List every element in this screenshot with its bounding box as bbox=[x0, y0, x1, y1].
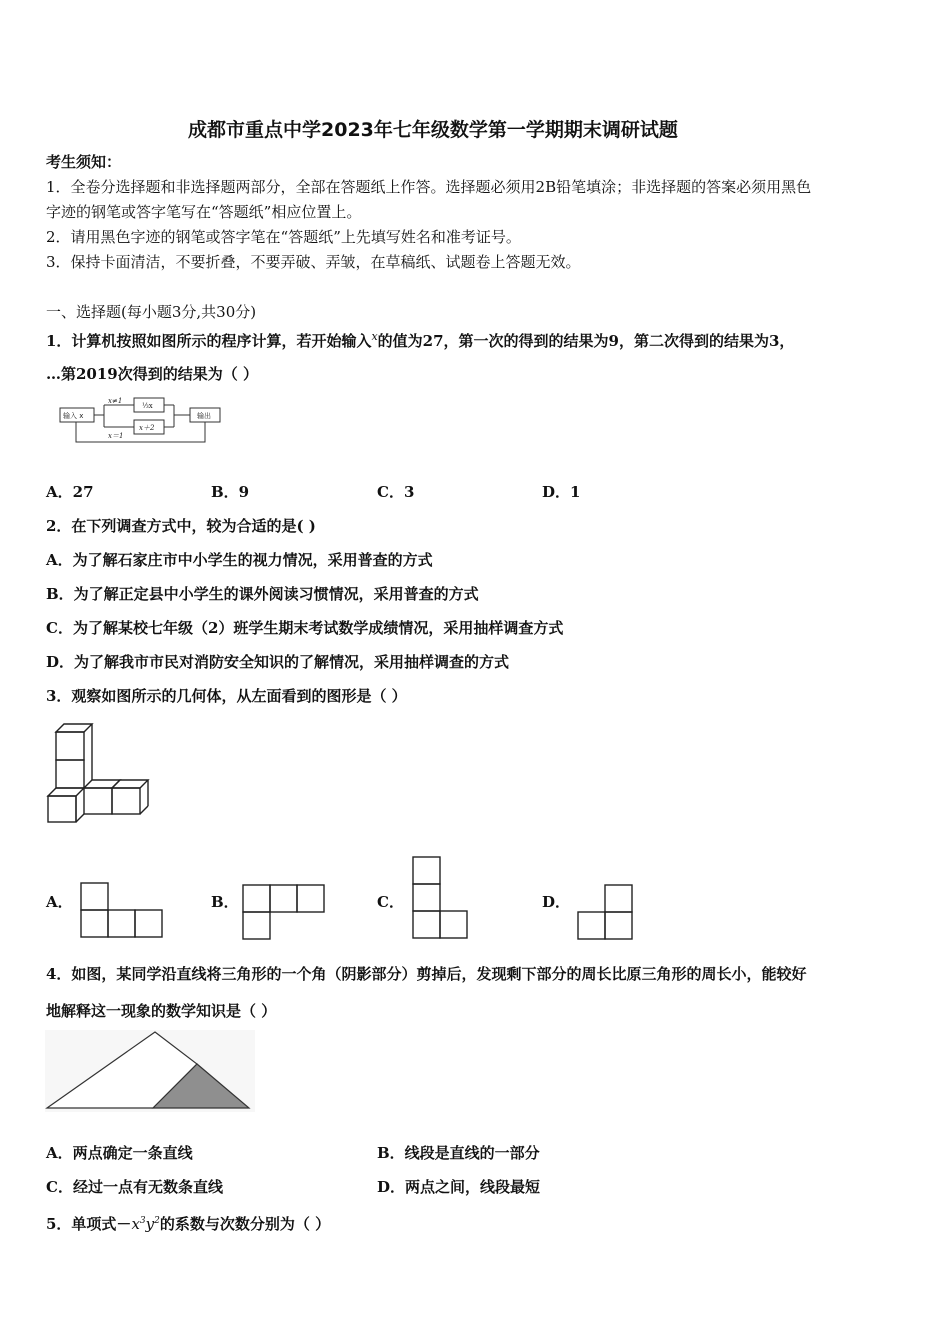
q5-monomial: $x^3y^2$ bbox=[131, 1215, 160, 1233]
q5-text bbox=[46, 1211, 330, 1234]
q1-option-a: A．27 bbox=[46, 483, 94, 501]
q2-text: 2．在下列调查方式中，较为合适的是( ) bbox=[46, 517, 316, 535]
q3-option-d-figure bbox=[577, 884, 635, 940]
q3-text: 3．观察如图所示的几何体，从左面看到的图形是（ ） bbox=[46, 687, 407, 705]
flow-output-label: 输出 bbox=[197, 412, 211, 420]
q1-option-b: B．9 bbox=[211, 483, 250, 501]
q1-var: x bbox=[371, 330, 378, 343]
notice-item-3: 3．保持卡面清洁，不要折叠，不要弄破、弄皱，在草稿纸、试题卷上答题无效。 bbox=[46, 253, 581, 271]
q3-option-c-label: C． bbox=[377, 893, 404, 911]
q1-text-a: 1．计算机按照如图所示的程序计算，若开始输入 bbox=[46, 332, 372, 350]
flow-op-top: ⅓x bbox=[142, 402, 153, 410]
q1-option-d: D．1 bbox=[542, 483, 581, 501]
notice-item-1b: 字迹的钢笔或答字笔写在“答题纸”相应位置上。 bbox=[46, 203, 362, 221]
q4-text-a: 4．如图，某同学沿直线将三角形的一个角（阴影部分）剪掉后，发现剩下部分的周长比原三角形的周长小，能较好 bbox=[46, 965, 807, 983]
q3-option-a-label: A． bbox=[46, 893, 73, 911]
q3-option-c-figure bbox=[412, 856, 470, 940]
q4-option-d: D．两点之间，线段最短 bbox=[377, 1178, 541, 1196]
q4-option-a: A．两点确定一条直线 bbox=[46, 1144, 193, 1162]
q1-flowchart bbox=[58, 396, 228, 446]
q4-triangle-figure bbox=[45, 1030, 255, 1112]
q2-option-a: A．为了解石家庄市中小学生的视力情况，采用普查的方式 bbox=[46, 551, 433, 569]
q3-option-a-figure bbox=[80, 882, 164, 938]
q4-option-c: C．经过一点有无数条直线 bbox=[46, 1178, 223, 1196]
q5-text-b: 的系数与次数分别为（ ） bbox=[159, 1215, 331, 1233]
flow-input-label: 输入 x bbox=[63, 412, 84, 420]
q4-text-b: 地解释这一现象的数学知识是（ ） bbox=[46, 1002, 277, 1020]
q2-option-c: C．为了解某校七年级（2）班学生期末考试数学成绩情况，采用抽样调查方式 bbox=[46, 619, 564, 637]
q2-option-b: B．为了解正定县中小学生的课外阅读习惯情况，采用普查的方式 bbox=[46, 585, 479, 603]
flow-cond-top: x≠1 bbox=[108, 397, 123, 405]
q1-text-b: 的值为27，第一次的得到的结果为9，第二次得到的结果为3， bbox=[377, 332, 795, 350]
q2-option-d: D．为了解我市市民对消防安全知识的了解情况，采用抽样调查的方式 bbox=[46, 653, 510, 671]
section-heading: 一、选择题(每小题3分,共30分) bbox=[46, 303, 257, 321]
q3-solid-figure bbox=[48, 724, 158, 824]
notice-heading: 考生须知： bbox=[46, 153, 122, 171]
flow-op-bottom: x＋2 bbox=[139, 424, 155, 432]
notice-item-2: 2．请用黑色字迹的钢笔或答字笔在“答题纸”上先填写姓名和准考证号。 bbox=[46, 228, 521, 246]
q1-text bbox=[46, 327, 794, 351]
q3-option-b-figure bbox=[242, 884, 326, 940]
page-title: 成都市重点中学2023年七年级数学第一学期期末调研试题 bbox=[188, 119, 678, 141]
notice-item-1a: 1．全卷分选择题和非选择题两部分，全部在答题纸上作答。选择题必须用2B铅笔填涂；非选择题的答案必须用黑色 bbox=[46, 178, 812, 196]
q5-text-a: 5．单项式－ bbox=[46, 1215, 132, 1233]
q4-option-b: B．线段是直线的一部分 bbox=[377, 1144, 540, 1162]
flow-cond-bottom: x＝1 bbox=[108, 432, 124, 440]
q3-option-d-label: D． bbox=[542, 893, 571, 911]
q1-text-c: …第2019次得到的结果为（ ） bbox=[46, 365, 258, 383]
q1-option-c: C．3 bbox=[377, 483, 415, 501]
q3-option-b-label: B． bbox=[211, 893, 239, 911]
